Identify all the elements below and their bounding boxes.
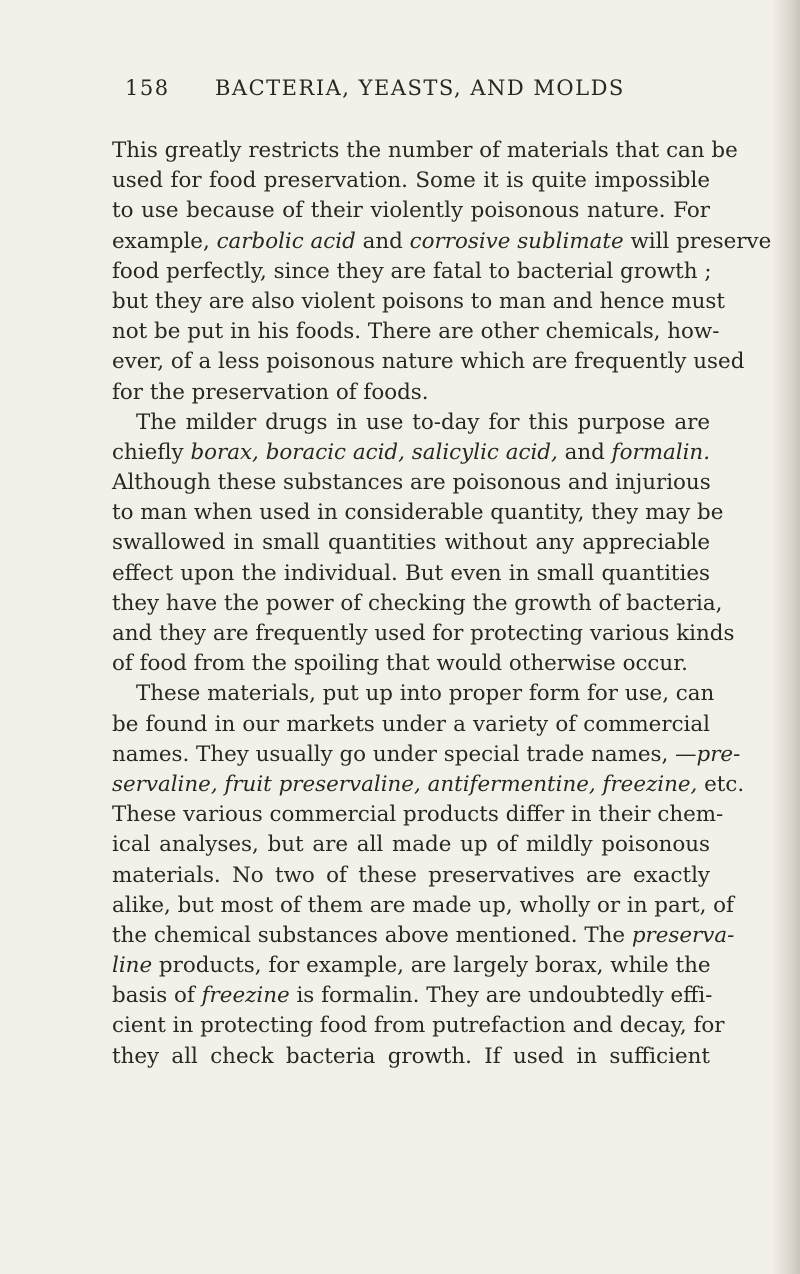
text-run: basis of xyxy=(112,983,202,1009)
text-line xyxy=(112,861,710,891)
text-line xyxy=(112,891,734,921)
text-run: is formalin. They are undoubtedly effi- xyxy=(289,983,713,1009)
text-run: ever, of a less poisonous nature which are frequently used xyxy=(112,349,745,375)
text-run: used for food preservation. Some it is quite impossible xyxy=(112,168,710,194)
italic-term: pre- xyxy=(696,741,741,767)
italic-term: freezine xyxy=(201,983,290,1009)
text-run: for the preservation of foods. xyxy=(112,379,429,405)
text-line xyxy=(112,257,710,287)
text-run: The milder drugs in use to-day for this purpose are xyxy=(136,409,710,435)
text-line xyxy=(112,438,710,468)
text-line xyxy=(112,227,772,257)
text-run: they have the power of checking the growth of bacteria, xyxy=(112,590,723,616)
italic-term: servaline, fruit preservaline, antifermentine, freezine, xyxy=(112,771,698,797)
text-run: to use because of their violently poisonous nature. For xyxy=(112,198,710,224)
text-run xyxy=(405,440,412,465)
text-line xyxy=(112,287,725,317)
text-line xyxy=(112,498,724,528)
text-line xyxy=(112,649,710,679)
text-line xyxy=(112,317,720,347)
text-line xyxy=(112,136,738,166)
text-run: etc. xyxy=(697,771,745,797)
text-line xyxy=(112,408,710,438)
text-run: chiefly xyxy=(112,439,191,465)
italic-term: carbolic acid xyxy=(216,228,356,254)
text-run: alike, but most of them are made up, wholly or in part, of xyxy=(112,892,734,918)
text-run: names. They usually go under special trade names, — xyxy=(112,741,697,767)
running-head: BACTERIA, YEASTS, AND MOLDS xyxy=(215,76,625,100)
page-edge-shadow xyxy=(772,0,800,1274)
text-line xyxy=(112,196,710,226)
page-header xyxy=(125,76,655,106)
text-line xyxy=(112,559,710,589)
text-run: they all check bacteria growth. If used in sufficient xyxy=(112,1043,710,1069)
text-line xyxy=(112,619,735,649)
text-run: to man when used in considerable quantity, they may be xyxy=(112,500,724,526)
text-run: These various commercial products differ in their chem- xyxy=(112,802,724,828)
page-number: 158 xyxy=(125,76,170,100)
text-line xyxy=(112,1042,710,1072)
text-line xyxy=(112,589,723,619)
text-line xyxy=(112,921,735,951)
text-line xyxy=(112,378,710,408)
text-line xyxy=(112,981,713,1011)
italic-term: borax, xyxy=(190,439,259,465)
text-line xyxy=(112,830,710,860)
italic-term: corrosive sublimate xyxy=(409,228,624,254)
text-line xyxy=(112,468,710,498)
text-line xyxy=(112,710,710,740)
text-line xyxy=(112,951,710,981)
text-run: These materials, put up into proper form for use, can xyxy=(136,681,715,707)
text-run: This greatly restricts the number of materials that can be xyxy=(112,138,738,163)
text-run: cient in protecting food from putrefaction and decay, for xyxy=(112,1013,725,1039)
text-line xyxy=(112,800,724,830)
text-run: be found in our markets under a variety of commercial xyxy=(112,711,710,737)
text-run: products, for example, are largely borax, while the xyxy=(152,953,711,979)
text-run: and xyxy=(557,439,612,465)
text-line xyxy=(112,166,710,196)
text-run: ical analyses, but are all made up of mildly poisonous xyxy=(112,832,710,858)
italic-term: preserva- xyxy=(631,922,735,948)
text-run: will preserve xyxy=(623,228,772,254)
text-line xyxy=(112,528,710,558)
text-run: and xyxy=(355,228,410,254)
text-run: but they are also violent poisons to man and hence must xyxy=(112,288,725,314)
text-run: not be put in his foods. There are other chemicals, how- xyxy=(112,319,720,345)
text-run: swallowed in small quantities without any appreciable xyxy=(112,530,710,556)
text-line xyxy=(112,740,741,770)
italic-term: boracic acid, xyxy=(265,439,405,465)
body-text xyxy=(112,136,772,1072)
text-line xyxy=(112,347,745,377)
text-run: example, xyxy=(112,228,217,254)
text-run: the chemical substances above mentioned. The xyxy=(112,922,632,948)
text-run: materials. No two of these preservatives are exactly xyxy=(112,862,710,888)
text-run: of food from the spoiling that would otherwise occur. xyxy=(112,651,688,677)
text-line xyxy=(112,679,715,709)
text-run: and they are frequently used for protecting various kinds xyxy=(112,621,735,646)
italic-term: formalin. xyxy=(611,439,710,465)
italic-term: salicylic acid, xyxy=(411,439,558,465)
italic-term: line xyxy=(112,953,153,979)
text-run: food perfectly, since they are fatal to bacterial growth ; xyxy=(112,258,712,284)
text-run xyxy=(259,440,266,465)
text-run: effect upon the individual. But even in small quantities xyxy=(112,560,710,586)
text-line xyxy=(112,770,745,800)
text-line xyxy=(112,1011,725,1041)
text-run: Although these substances are poisonous and injurious xyxy=(112,470,711,496)
